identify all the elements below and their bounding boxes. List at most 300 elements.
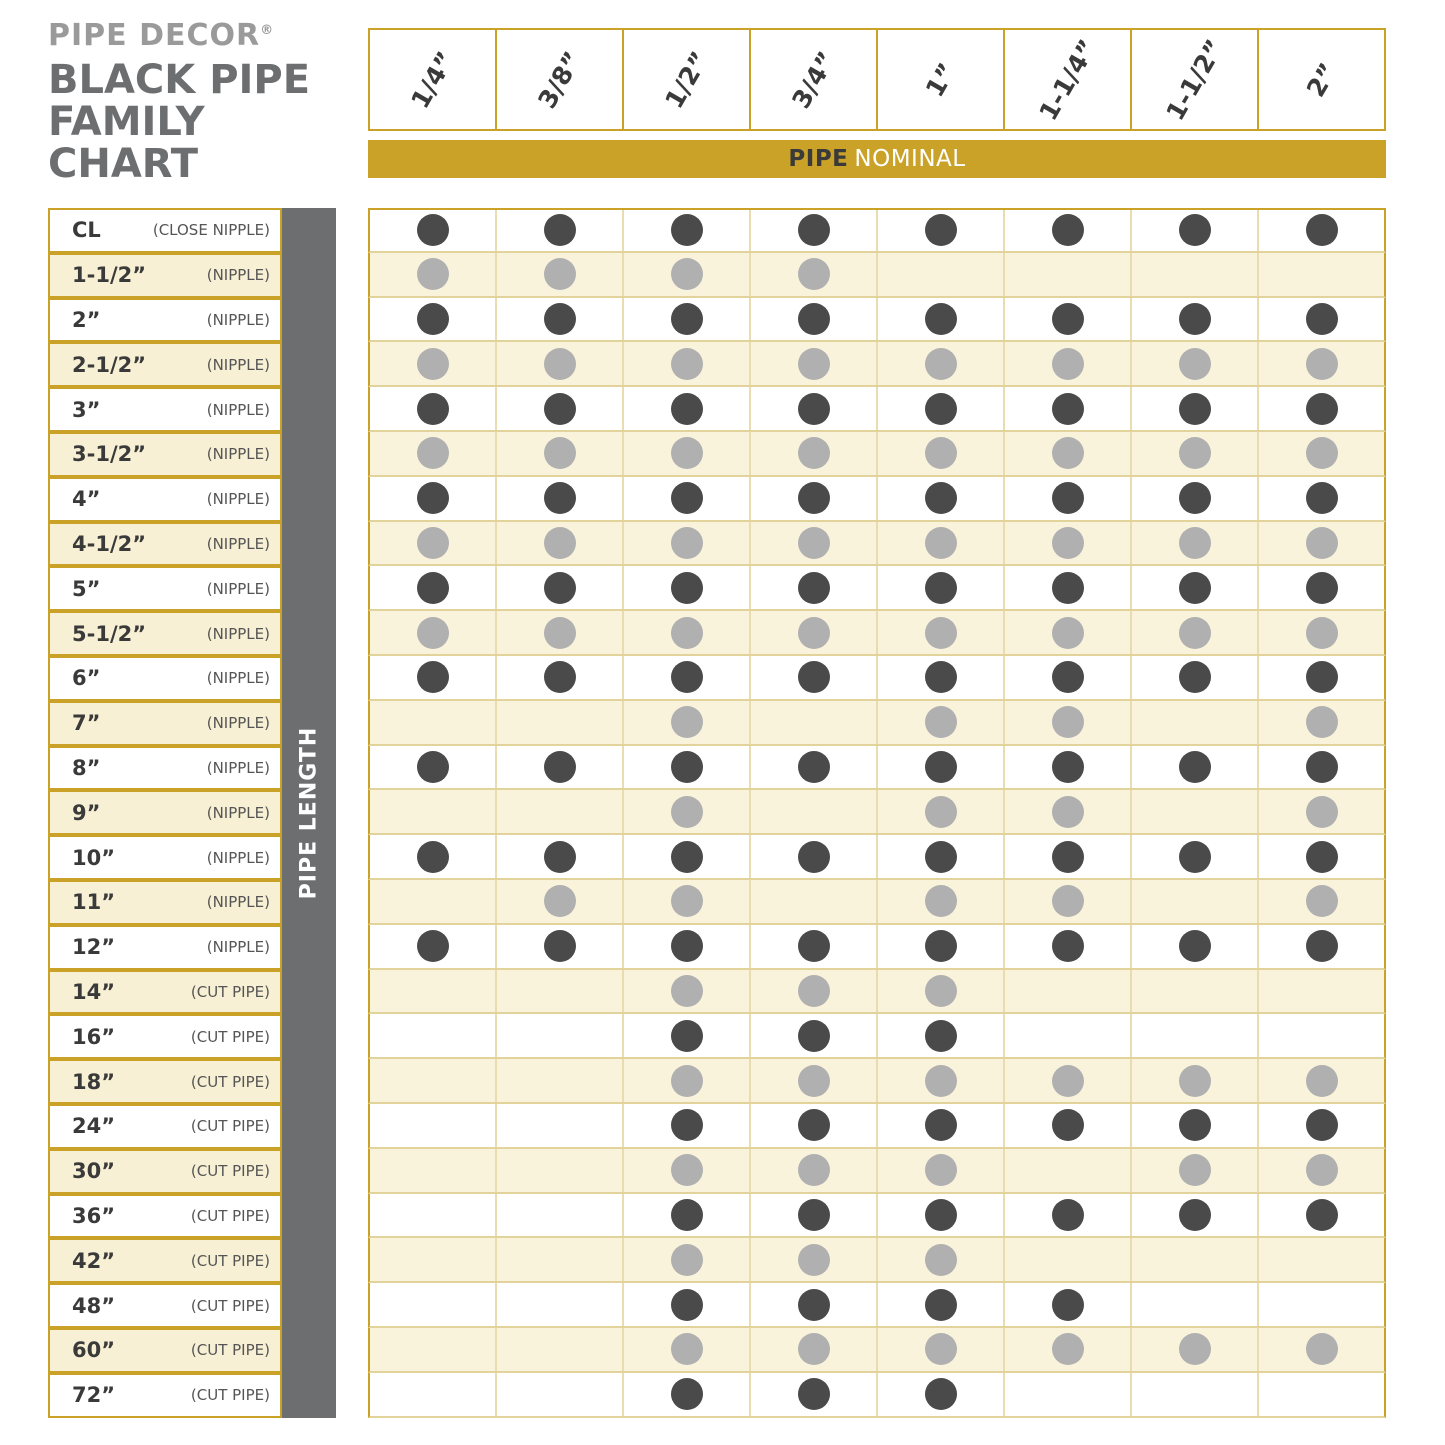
row-label-cell	[48, 1238, 282, 1283]
availability-cell	[1259, 1059, 1384, 1102]
availability-cell	[497, 1194, 624, 1237]
availability-dot-icon	[798, 482, 830, 514]
row-label-cell	[48, 656, 282, 701]
availability-cell	[751, 746, 878, 789]
availability-cell	[1132, 253, 1259, 296]
row-cells	[368, 432, 1386, 477]
axis-bar-spacer	[282, 432, 368, 477]
row-cells	[368, 1059, 1386, 1104]
availability-cell	[751, 253, 878, 296]
row-kind-label: (NIPPLE)	[206, 938, 270, 957]
availability-cell	[497, 387, 624, 430]
row-cells	[368, 298, 1386, 343]
availability-dot-icon	[1306, 885, 1338, 917]
page-title-line1: BLACK PIPE	[48, 57, 311, 103]
availability-cell	[370, 477, 497, 520]
column-header-label: 1-1/2”	[1159, 34, 1230, 125]
row-kind-label: (NIPPLE)	[206, 445, 270, 464]
availability-cell	[497, 1014, 624, 1057]
table-row	[48, 1149, 1386, 1194]
availability-cell	[878, 925, 1005, 968]
column-header-label: 1/2”	[658, 46, 715, 113]
availability-cell	[878, 746, 1005, 789]
availability-dot-icon	[1306, 617, 1338, 649]
column-header-label: 2”	[1300, 57, 1343, 102]
availability-dot-icon	[925, 930, 957, 962]
availability-cell	[751, 210, 878, 251]
column-header-cell	[1132, 30, 1259, 129]
availability-dot-icon	[798, 1199, 830, 1231]
axis-bar-spacer	[282, 746, 368, 791]
table-row	[48, 1238, 1386, 1283]
availability-cell	[751, 925, 878, 968]
availability-cell	[370, 342, 497, 385]
row-label-cell	[48, 835, 282, 880]
row-kind-label: (CUT PIPE)	[190, 1386, 270, 1405]
row-cells	[368, 656, 1386, 701]
availability-dot-icon	[798, 214, 830, 246]
availability-cell	[1005, 925, 1132, 968]
availability-cell	[624, 566, 751, 609]
availability-dot-icon	[417, 751, 449, 783]
row-cells	[368, 208, 1386, 253]
availability-dot-icon	[925, 617, 957, 649]
availability-cell	[878, 835, 1005, 878]
availability-dot-icon	[417, 661, 449, 693]
row-size-label: 5-1/2”	[72, 621, 147, 646]
availability-cell	[624, 298, 751, 341]
availability-cell	[497, 656, 624, 699]
availability-cell	[370, 253, 497, 296]
row-kind-label: (CUT PIPE)	[190, 1206, 270, 1225]
row-size-label: 1-1/2”	[72, 263, 147, 288]
availability-dot-icon	[671, 214, 703, 246]
availability-dot-icon	[1052, 751, 1084, 783]
availability-cell	[370, 701, 497, 744]
row-cells	[368, 790, 1386, 835]
row-size-label: 3-1/2”	[72, 442, 147, 467]
row-kind-label: (NIPPLE)	[206, 714, 270, 733]
row-size-label: 2”	[72, 307, 101, 332]
availability-dot-icon	[671, 303, 703, 335]
availability-cell	[624, 432, 751, 475]
availability-cell	[751, 1328, 878, 1371]
row-cells	[368, 1194, 1386, 1239]
availability-dot-icon	[671, 258, 703, 290]
availability-cell	[751, 701, 878, 744]
availability-cell	[1132, 611, 1259, 654]
pipe-nominal-bold: PIPE	[788, 146, 849, 172]
availability-dot-icon	[1306, 303, 1338, 335]
registered-mark: ®	[260, 23, 275, 38]
availability-dot-icon	[1052, 885, 1084, 917]
availability-cell	[497, 1059, 624, 1102]
availability-dot-icon	[1306, 348, 1338, 380]
row-kind-label: (CUT PIPE)	[190, 1117, 270, 1136]
availability-cell	[1005, 1373, 1132, 1416]
availability-dot-icon	[798, 751, 830, 783]
availability-dot-icon	[925, 885, 957, 917]
availability-cell	[751, 387, 878, 430]
availability-dot-icon	[925, 214, 957, 246]
availability-cell	[1259, 1283, 1384, 1326]
availability-cell	[878, 1104, 1005, 1147]
availability-cell	[1005, 1059, 1132, 1102]
availability-dot-icon	[798, 1065, 830, 1097]
availability-cell	[878, 1014, 1005, 1057]
availability-cell	[1132, 970, 1259, 1013]
availability-cell	[370, 522, 497, 565]
availability-cell	[751, 1283, 878, 1326]
row-kind-label: (CUT PIPE)	[190, 1251, 270, 1270]
availability-dot-icon	[1179, 214, 1211, 246]
availability-cell	[1259, 387, 1384, 430]
availability-dot-icon	[544, 751, 576, 783]
row-kind-label: (NIPPLE)	[206, 490, 270, 509]
availability-dot-icon	[1052, 482, 1084, 514]
availability-cell	[751, 432, 878, 475]
availability-cell	[370, 1149, 497, 1192]
availability-cell	[497, 342, 624, 385]
availability-cell	[497, 880, 624, 923]
row-size-label: 16”	[72, 1024, 116, 1049]
availability-dot-icon	[925, 661, 957, 693]
row-size-label: 60”	[72, 1338, 116, 1363]
availability-cell	[370, 611, 497, 654]
availability-dot-icon	[671, 930, 703, 962]
availability-cell	[1005, 656, 1132, 699]
availability-cell	[1005, 387, 1132, 430]
availability-cell	[878, 432, 1005, 475]
availability-cell	[1259, 1104, 1384, 1147]
availability-cell	[497, 701, 624, 744]
column-header-label: 1-1/4”	[1032, 34, 1103, 125]
availability-dot-icon	[544, 437, 576, 469]
availability-dot-icon	[1179, 930, 1211, 962]
row-size-label: CL	[72, 218, 101, 243]
row-size-label: 12”	[72, 935, 116, 960]
availability-cell	[370, 835, 497, 878]
table-row	[48, 880, 1386, 925]
row-label-cell	[48, 970, 282, 1015]
availability-cell	[1259, 253, 1384, 296]
availability-cell	[1132, 1373, 1259, 1416]
availability-dot-icon	[544, 930, 576, 962]
availability-cell	[370, 1283, 497, 1326]
chart-rows	[48, 208, 1386, 1418]
page-title	[48, 59, 368, 185]
availability-dot-icon	[1306, 930, 1338, 962]
row-size-label: 14”	[72, 979, 116, 1004]
availability-cell	[878, 387, 1005, 430]
column-header-label: 1/4”	[404, 46, 461, 113]
availability-cell	[497, 1149, 624, 1192]
availability-dot-icon	[1179, 393, 1211, 425]
column-header-cell	[497, 30, 624, 129]
availability-dot-icon	[1306, 661, 1338, 693]
row-cells	[368, 566, 1386, 611]
availability-cell	[1005, 970, 1132, 1013]
availability-cell	[1132, 342, 1259, 385]
row-label-cell	[48, 611, 282, 656]
availability-dot-icon	[798, 393, 830, 425]
availability-cell	[1132, 522, 1259, 565]
availability-dot-icon	[1306, 437, 1338, 469]
availability-cell	[497, 1328, 624, 1371]
availability-cell	[624, 253, 751, 296]
availability-cell	[624, 880, 751, 923]
availability-dot-icon	[671, 841, 703, 873]
row-label-cell	[48, 477, 282, 522]
row-kind-label: (CUT PIPE)	[190, 1027, 270, 1046]
row-size-label: 30”	[72, 1159, 116, 1184]
availability-dot-icon	[544, 617, 576, 649]
availability-cell	[751, 522, 878, 565]
availability-cell	[1259, 611, 1384, 654]
availability-cell	[1005, 1104, 1132, 1147]
availability-cell	[497, 432, 624, 475]
pipe-nominal-rest: NOMINAL	[854, 146, 966, 172]
availability-cell	[751, 1104, 878, 1147]
row-size-label: 11”	[72, 890, 116, 915]
availability-cell	[751, 790, 878, 833]
availability-cell	[497, 790, 624, 833]
availability-cell	[1132, 1194, 1259, 1237]
availability-cell	[1132, 210, 1259, 251]
availability-cell	[1005, 1014, 1132, 1057]
table-row	[48, 656, 1386, 701]
availability-cell	[497, 1104, 624, 1147]
availability-dot-icon	[925, 706, 957, 738]
availability-dot-icon	[544, 661, 576, 693]
availability-cell	[497, 566, 624, 609]
availability-cell	[624, 1373, 751, 1416]
pipe-nominal-band	[368, 140, 1386, 178]
availability-cell	[1005, 253, 1132, 296]
row-label-cell	[48, 925, 282, 970]
availability-dot-icon	[671, 1154, 703, 1186]
availability-dot-icon	[798, 437, 830, 469]
availability-cell	[878, 1373, 1005, 1416]
row-kind-label: (CUT PIPE)	[190, 982, 270, 1001]
availability-cell	[1005, 611, 1132, 654]
availability-dot-icon	[671, 661, 703, 693]
availability-cell	[1132, 925, 1259, 968]
axis-bar-spacer	[282, 522, 368, 567]
table-row	[48, 1014, 1386, 1059]
row-size-label: 8”	[72, 755, 101, 780]
availability-dot-icon	[671, 527, 703, 559]
availability-dot-icon	[671, 796, 703, 828]
availability-cell	[1005, 1283, 1132, 1326]
row-cells	[368, 1104, 1386, 1149]
availability-cell	[1259, 1328, 1384, 1371]
row-size-label: 24”	[72, 1114, 116, 1139]
row-label-cell	[48, 1328, 282, 1373]
availability-cell	[878, 342, 1005, 385]
column-header-row	[368, 28, 1386, 131]
table-row	[48, 477, 1386, 522]
axis-bar-spacer	[282, 1373, 368, 1418]
availability-cell	[370, 1104, 497, 1147]
row-label-cell	[48, 701, 282, 746]
availability-cell	[1259, 432, 1384, 475]
availability-dot-icon	[1052, 1289, 1084, 1321]
availability-dot-icon	[417, 303, 449, 335]
row-cells	[368, 880, 1386, 925]
availability-cell	[878, 1194, 1005, 1237]
availability-dot-icon	[417, 214, 449, 246]
availability-cell	[1005, 835, 1132, 878]
availability-dot-icon	[1306, 1333, 1338, 1365]
availability-cell	[751, 1014, 878, 1057]
availability-dot-icon	[798, 348, 830, 380]
row-kind-label: (NIPPLE)	[206, 893, 270, 912]
availability-dot-icon	[1306, 1065, 1338, 1097]
availability-cell	[751, 1373, 878, 1416]
row-cells	[368, 746, 1386, 791]
availability-cell	[1005, 880, 1132, 923]
row-label-cell	[48, 1194, 282, 1239]
availability-cell	[624, 1238, 751, 1281]
availability-cell	[878, 1328, 1005, 1371]
axis-bar-spacer	[282, 701, 368, 746]
availability-dot-icon	[925, 482, 957, 514]
row-size-label: 18”	[72, 1069, 116, 1094]
availability-cell	[1259, 566, 1384, 609]
availability-dot-icon	[925, 437, 957, 469]
row-size-label: 3”	[72, 397, 101, 422]
table-row	[48, 1283, 1386, 1328]
availability-cell	[1259, 1194, 1384, 1237]
availability-dot-icon	[925, 1333, 957, 1365]
availability-cell	[1005, 566, 1132, 609]
availability-cell	[497, 477, 624, 520]
availability-dot-icon	[671, 1020, 703, 1052]
column-header-label: 1”	[919, 57, 962, 102]
availability-dot-icon	[1052, 437, 1084, 469]
availability-cell	[497, 970, 624, 1013]
row-size-label: 4”	[72, 487, 101, 512]
row-label-cell	[48, 432, 282, 477]
availability-dot-icon	[798, 303, 830, 335]
table-row	[48, 746, 1386, 791]
availability-dot-icon	[1306, 796, 1338, 828]
availability-cell	[1132, 1059, 1259, 1102]
column-header-label: 3/8”	[531, 46, 588, 113]
availability-dot-icon	[1052, 1333, 1084, 1365]
availability-cell	[1259, 1014, 1384, 1057]
row-label-cell	[48, 1149, 282, 1194]
column-header-cell	[1005, 30, 1132, 129]
availability-dot-icon	[1052, 572, 1084, 604]
row-kind-label: (CLOSE NIPPLE)	[152, 221, 270, 240]
availability-cell	[878, 970, 1005, 1013]
availability-dot-icon	[671, 751, 703, 783]
availability-dot-icon	[1306, 572, 1338, 604]
column-header-cell	[751, 30, 878, 129]
axis-bar-spacer	[282, 1283, 368, 1328]
availability-cell	[878, 880, 1005, 923]
availability-cell	[624, 746, 751, 789]
availability-dot-icon	[671, 975, 703, 1007]
availability-dot-icon	[1052, 796, 1084, 828]
axis-bar-spacer	[282, 790, 368, 835]
availability-dot-icon	[1052, 661, 1084, 693]
availability-cell	[751, 656, 878, 699]
row-label-cell	[48, 1283, 282, 1328]
row-label-cell	[48, 298, 282, 343]
availability-dot-icon	[1179, 1065, 1211, 1097]
availability-cell	[624, 611, 751, 654]
table-row	[48, 1328, 1386, 1373]
availability-cell	[497, 1283, 624, 1326]
availability-cell	[497, 210, 624, 251]
availability-dot-icon	[925, 1109, 957, 1141]
row-size-label: 72”	[72, 1383, 116, 1408]
availability-cell	[624, 477, 751, 520]
row-size-label: 42”	[72, 1248, 116, 1273]
availability-cell	[370, 566, 497, 609]
brand-logo-text: PIPE DECOR	[48, 18, 261, 53]
row-label-cell	[48, 522, 282, 567]
availability-dot-icon	[925, 975, 957, 1007]
availability-dot-icon	[1306, 214, 1338, 246]
availability-cell	[370, 210, 497, 251]
availability-cell	[1132, 835, 1259, 878]
availability-cell	[1259, 880, 1384, 923]
availability-dot-icon	[671, 1289, 703, 1321]
table-row	[48, 790, 1386, 835]
availability-cell	[1259, 342, 1384, 385]
row-label-cell	[48, 1104, 282, 1149]
availability-dot-icon	[1052, 393, 1084, 425]
availability-dot-icon	[1052, 841, 1084, 873]
availability-dot-icon	[925, 527, 957, 559]
availability-dot-icon	[1179, 1199, 1211, 1231]
availability-dot-icon	[417, 617, 449, 649]
availability-cell	[624, 1104, 751, 1147]
availability-cell	[1005, 701, 1132, 744]
table-row	[48, 1059, 1386, 1104]
availability-dot-icon	[417, 348, 449, 380]
row-label-cell	[48, 1373, 282, 1418]
availability-dot-icon	[925, 841, 957, 873]
availability-dot-icon	[1179, 1154, 1211, 1186]
availability-dot-icon	[925, 348, 957, 380]
column-header-cell	[624, 30, 751, 129]
availability-dot-icon	[798, 975, 830, 1007]
row-cells	[368, 1238, 1386, 1283]
axis-bar-spacer	[282, 835, 368, 880]
availability-dot-icon	[798, 572, 830, 604]
availability-cell	[624, 387, 751, 430]
row-size-label: 48”	[72, 1293, 116, 1318]
row-cells	[368, 970, 1386, 1015]
availability-cell	[1005, 790, 1132, 833]
availability-dot-icon	[417, 482, 449, 514]
availability-cell	[1259, 1373, 1384, 1416]
row-size-label: 4-1/2”	[72, 531, 147, 556]
availability-cell	[370, 1059, 497, 1102]
availability-cell	[751, 477, 878, 520]
axis-bar-spacer	[282, 342, 368, 387]
row-kind-label: (CUT PIPE)	[190, 1341, 270, 1360]
row-label-cell	[48, 746, 282, 791]
availability-cell	[1259, 1149, 1384, 1192]
table-row	[48, 387, 1386, 432]
availability-dot-icon	[1052, 1199, 1084, 1231]
